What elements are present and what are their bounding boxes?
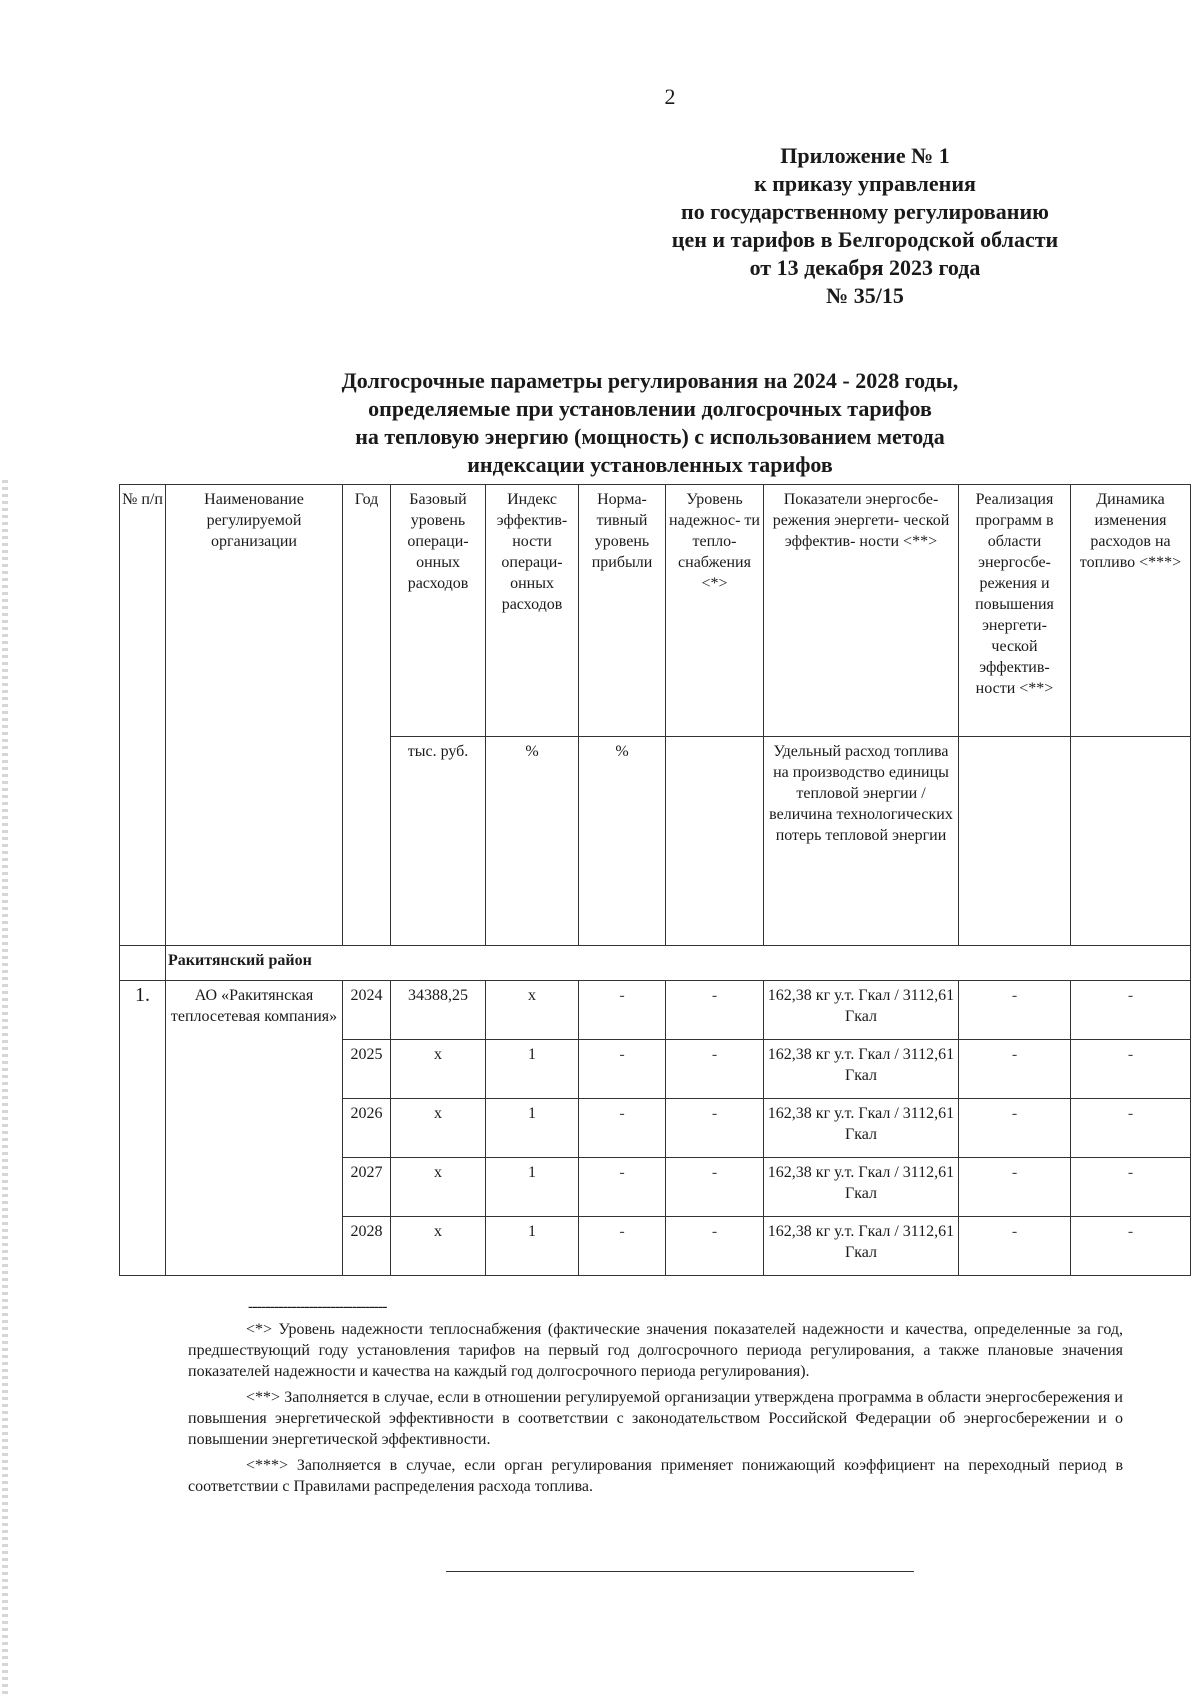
- cell-index: 1: [486, 1158, 579, 1217]
- cell-base: х: [391, 1040, 486, 1099]
- header-programs: Реализация программ в области энергосбе- режения и повышения энергети- ческой эффектив- ности <**>: [959, 485, 1071, 737]
- unit-reliability: [666, 737, 764, 946]
- cell-profit: -: [579, 1217, 666, 1276]
- region-num-cell: [120, 946, 166, 981]
- header-name: Наименование регулируемой организации: [166, 485, 343, 946]
- cell-energy: 162,38 кг у.т. Гкал / 3112,61 Гкал: [764, 981, 959, 1040]
- cell-index: 1: [486, 1099, 579, 1158]
- cell-reliability: -: [666, 1217, 764, 1276]
- bottom-divider: [446, 1571, 914, 1572]
- header-fuel: Динамика изменения расходов на топливо <***>: [1071, 485, 1191, 737]
- cell-energy: 162,38 кг у.т. Гкал / 3112,61 Гкал: [764, 1217, 959, 1276]
- cell-fuel: -: [1071, 1040, 1191, 1099]
- cell-year: 2027: [343, 1158, 391, 1217]
- cell-profit: -: [579, 1158, 666, 1217]
- appendix-line: Приложение № 1: [780, 143, 950, 168]
- region-name: Ракитянский район: [166, 946, 1191, 981]
- appendix-line: по государственному регулированию: [681, 199, 1049, 224]
- page-number: 2: [664, 84, 676, 109]
- unit-energy: Удельный расход топлива на производство единицы тепловой энергии / величина технологических потерь тепловой энергии: [764, 737, 959, 946]
- header-base: Базовый уровень операци- онных расходов: [391, 485, 486, 737]
- cell-profit: -: [579, 981, 666, 1040]
- appendix-line: № 35/15: [826, 283, 904, 308]
- appendix-line: к приказу управления: [754, 171, 976, 196]
- title-line: Долгосрочные параметры регулирования на 2024 - 2028 годы,: [341, 368, 959, 393]
- document-title: [250, 367, 1050, 479]
- cell-base: х: [391, 1099, 486, 1158]
- cell-year: 2026: [343, 1099, 391, 1158]
- cell-profit: -: [579, 1040, 666, 1099]
- cell-programs: -: [959, 981, 1071, 1040]
- title-line: индексации установленных тарифов: [467, 452, 833, 477]
- cell-fuel: -: [1071, 981, 1191, 1040]
- unit-index: %: [486, 737, 579, 946]
- unit-fuel: [1071, 737, 1191, 946]
- header-energy: Показатели энергосбе- режения энергети- ческой эффектив- ности <**>: [764, 485, 959, 737]
- cell-profit: -: [579, 1099, 666, 1158]
- cell-fuel: -: [1071, 1099, 1191, 1158]
- footnote-separator: --------------------------------: [248, 1298, 387, 1315]
- parameters-table: [119, 484, 1191, 1276]
- cell-reliability: -: [666, 981, 764, 1040]
- footnote: <***> Заполняется в случае, если орган регулирования применяет понижающий коэффициент на переходный период в соответствии с Правилами распределения расхода топлива.: [188, 1457, 1123, 1495]
- cell-programs: -: [959, 1158, 1071, 1217]
- footnote: <**> Заполняется в случае, если в отношении регулируемой организации утверждена программа в области энергосбережения и повышения энергетической эффективности в соответствии с законодательством Российской Федерации об энергосбережении и о повышении энергетической эффективности.: [188, 1389, 1123, 1448]
- title-line: определяемые при установлении долгосрочных тарифов: [368, 396, 932, 421]
- cell-year: 2028: [343, 1217, 391, 1276]
- footnote: <*> Уровень надежности теплоснабжения (фактические значения показателей надежности и качества, определенные за год, предшествующий году установления тарифов на первый год долгосрочного периода регулирования, а также плановые значения показателей надежности и качества на каждый год долгосрочного периода регулирования).: [188, 1321, 1123, 1380]
- cell-programs: -: [959, 1040, 1071, 1099]
- unit-programs: [959, 737, 1071, 946]
- org-num: 1.: [120, 981, 166, 1276]
- cell-programs: -: [959, 1099, 1071, 1158]
- unit-profit: %: [579, 737, 666, 946]
- unit-base: тыс. руб.: [391, 737, 486, 946]
- cell-base: 34388,25: [391, 981, 486, 1040]
- header-row: [120, 485, 1191, 737]
- cell-reliability: -: [666, 1158, 764, 1217]
- cell-reliability: -: [666, 1099, 764, 1158]
- appendix-block: [600, 142, 1130, 310]
- appendix-line: от 13 декабря 2023 года: [749, 255, 981, 280]
- cell-fuel: -: [1071, 1217, 1191, 1276]
- cell-index: 1: [486, 1217, 579, 1276]
- header-num: № п/п: [120, 485, 166, 946]
- cell-index: 1: [486, 1040, 579, 1099]
- header-profit: Норма- тивный уровень прибыли: [579, 485, 666, 737]
- header-index: Индекс эффектив- ности операци- онных расходов: [486, 485, 579, 737]
- header-year: Год: [343, 485, 391, 946]
- table-row: [120, 981, 1191, 1040]
- scan-edge-artifact: [2, 480, 8, 1695]
- cell-fuel: -: [1071, 1158, 1191, 1217]
- cell-energy: 162,38 кг у.т. Гкал / 3112,61 Гкал: [764, 1040, 959, 1099]
- cell-energy: 162,38 кг у.т. Гкал / 3112,61 Гкал: [764, 1158, 959, 1217]
- header-reliability: Уровень надежнос- ти тепло- снабжения <*>: [666, 485, 764, 737]
- cell-year: 2025: [343, 1040, 391, 1099]
- title-line: на тепловую энергию (мощность) с использованием метода: [355, 424, 945, 449]
- footnotes: [188, 1319, 1123, 1502]
- cell-base: х: [391, 1217, 486, 1276]
- org-name: АО «Ракитянская теплосетевая компания»: [166, 981, 343, 1276]
- appendix-line: цен и тарифов в Белгородской области: [671, 227, 1059, 252]
- cell-index: х: [486, 981, 579, 1040]
- cell-reliability: -: [666, 1040, 764, 1099]
- cell-base: х: [391, 1158, 486, 1217]
- cell-programs: -: [959, 1217, 1071, 1276]
- region-row: [120, 946, 1191, 981]
- cell-year: 2024: [343, 981, 391, 1040]
- cell-energy: 162,38 кг у.т. Гкал / 3112,61 Гкал: [764, 1099, 959, 1158]
